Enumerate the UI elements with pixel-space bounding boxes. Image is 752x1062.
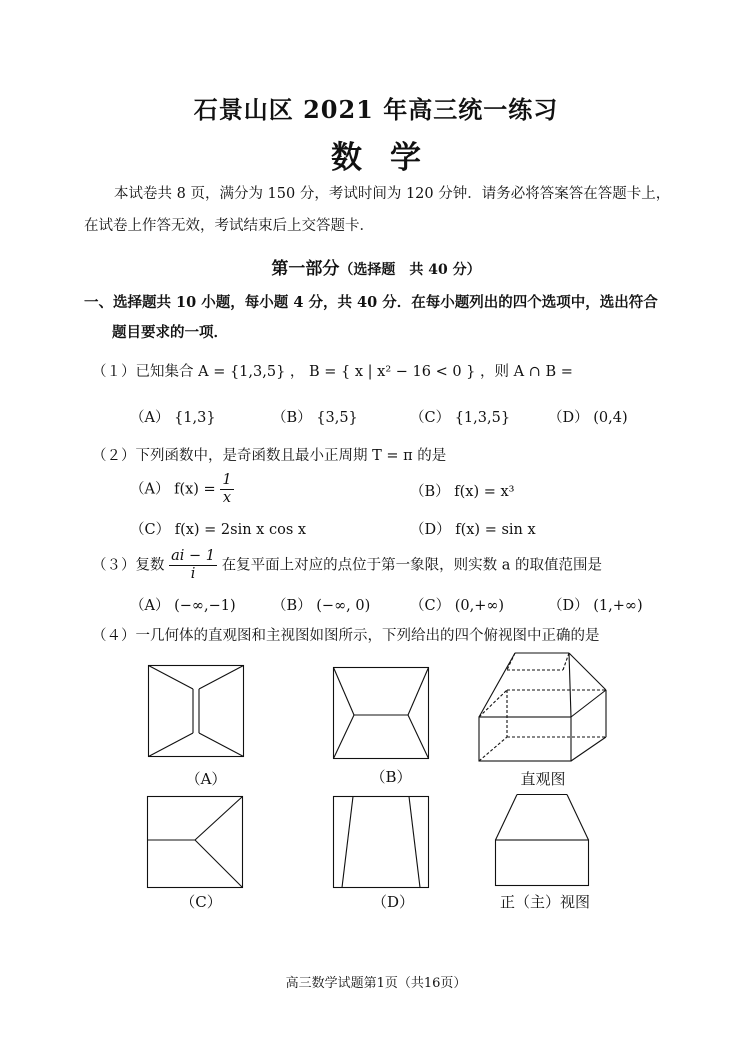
figure-label-a: （A） (185, 770, 227, 788)
figure-perspective-view (477, 652, 607, 762)
question-3-stem (92, 548, 602, 583)
section-instruction-1: 一、选择题共 10 小题，每小题 4 分，共 40 分．在每小题列出的四个选项中，选出符合 (84, 294, 658, 311)
q2-option-b: （B） f(x) = x³ (410, 484, 515, 500)
q3-stem-pre: （３）复数 (92, 557, 165, 574)
q3-fraction-numerator: ai − 1 (171, 548, 215, 564)
intro-line-1: 本试卷共 8 页，满分为 150 分，考试时间为 120 分钟．请务必将答案答在答题卡上， (114, 186, 671, 202)
figure-option-c (147, 796, 243, 888)
figure-front-view (495, 794, 589, 886)
figure-label-perspective: 直观图 (520, 770, 566, 788)
q2-option-d: （D） f(x) = sin x (410, 522, 536, 538)
exam-title: 石景山区 2021 年高三统一练习 (193, 95, 559, 124)
q1-option-b: （B） {3,5} (272, 410, 358, 426)
q1-option-a: （A） {1,3} (130, 410, 216, 426)
q3-stem-post: 在复平面上对应的点位于第一象限，则实数 a 的取值范围是 (221, 557, 602, 574)
figure-label-b: （B） (370, 768, 412, 786)
question-1-stem: （１）已知集合 A = {1,3,5} ， B = { x | x² − 16 < 0 } ，则 A ∩ B = (92, 364, 573, 380)
figure-option-d (333, 796, 429, 888)
q3-fraction-denominator: i (190, 566, 196, 582)
part-heading (0, 254, 752, 279)
q1-option-d: （D） (0,4) (548, 410, 628, 426)
figure-label-d: （D） (371, 893, 415, 911)
q2-option-c: （C） f(x) = 2sin x cos x (130, 522, 307, 538)
part-title: 第一部分 (271, 259, 340, 279)
question-2-stem: （２）下列函数中，是奇函数且最小正周期 T = π 的是 (92, 448, 447, 464)
subject-title: 数学 (331, 140, 449, 176)
figure-label-front: 正（主）视图 (499, 893, 590, 911)
q3-option-d: （D） (1,+∞) (548, 598, 643, 614)
figure-option-a (148, 665, 244, 757)
q3-option-a: （A） (−∞,−1) (130, 598, 236, 614)
q3-fraction (169, 548, 217, 583)
section-instruction-2: 题目要求的一项． (112, 324, 228, 341)
q2-fraction (220, 472, 233, 507)
q2-fraction-denominator: x (222, 490, 232, 506)
part-subtitle: （选择题 共 40 分） (339, 262, 481, 278)
figure-option-b (333, 667, 429, 759)
q2-fraction-numerator: 1 (222, 472, 232, 488)
figure-label-c: （C） (180, 893, 222, 911)
intro-line-2: 在试卷上作答无效，考试结束后上交答题卡． (84, 218, 374, 234)
q3-option-c: （C） (0,+∞) (410, 598, 505, 614)
q3-option-b: （B） (−∞, 0) (272, 598, 371, 614)
q2-option-a (130, 472, 234, 507)
q1-option-c: （C） {1,3,5} (410, 410, 511, 426)
page-footer: 高三数学试题第1页（共16页） (285, 976, 467, 991)
q2-option-a-label: （A） f(x) = (130, 481, 216, 498)
question-4-stem: （４）一几何体的直观图和主视图如图所示，下列给出的四个俯视图中正确的是 (92, 628, 600, 644)
